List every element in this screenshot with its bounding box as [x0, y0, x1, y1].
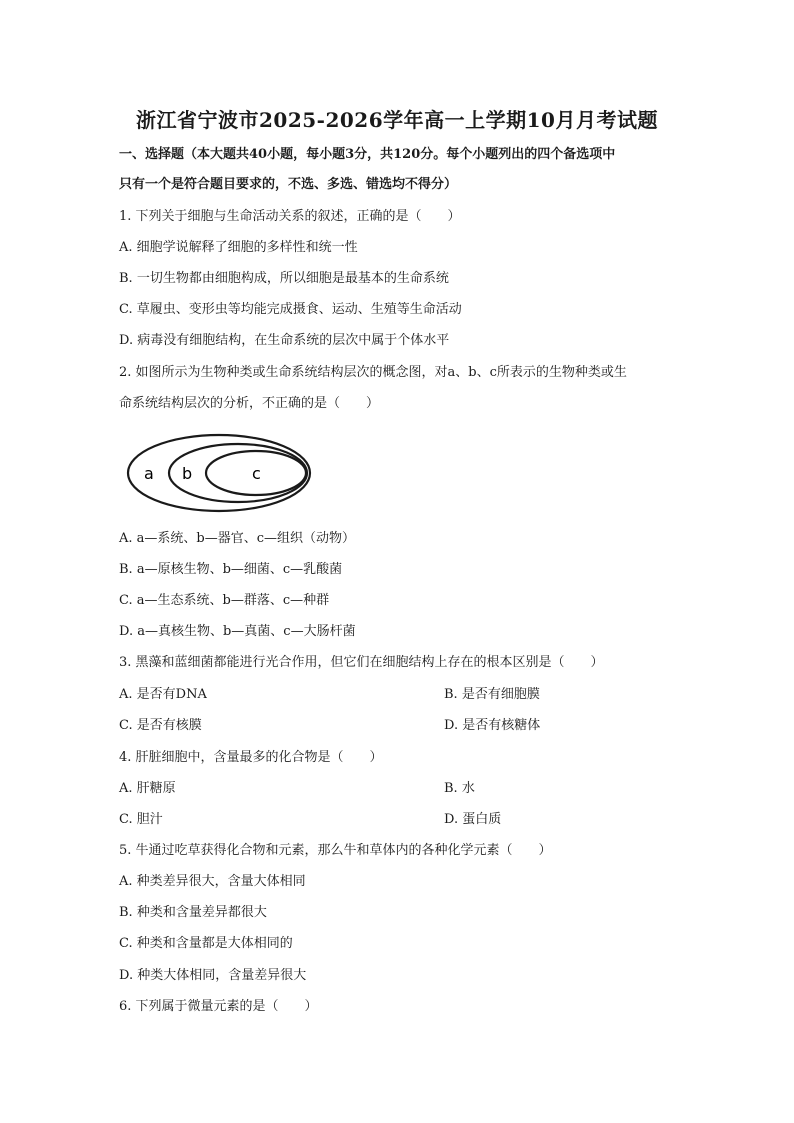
question-1-option-d: D. 病毒没有细胞结构，在生命系统的层次中属于个体水平 — [119, 333, 450, 348]
question-1-option-a: A. 细胞学说解释了细胞的多样性和统一性 — [119, 240, 358, 255]
question-1-stem: 1. 下列关于细胞与生命活动关系的叙述，正确的是（ ） — [119, 209, 461, 224]
page-title: 浙江省宁波市2025-2026学年高一上学期10月月考试题 — [136, 108, 658, 132]
question-6-stem: 6. 下列属于微量元素的是（ ） — [119, 999, 318, 1014]
question-1-option-b: B. 一切生物都由细胞构成，所以细胞是最基本的生命系统 — [119, 271, 449, 286]
concept-diagram — [124, 432, 314, 516]
question-2-option-c: C. a—生态系统、b—群落、c—种群 — [119, 593, 330, 608]
question-5-option-b: B. 种类和含量差异都很大 — [119, 905, 267, 920]
question-3-option-b: B. 是否有细胞膜 — [444, 687, 540, 702]
question-5-option-c: C. 种类和含量都是大体相同的 — [119, 936, 293, 951]
label-c: c — [252, 464, 261, 483]
question-1-option-c: C. 草履虫、变形虫等均能完成摄食、运动、生殖等生命活动 — [119, 302, 462, 317]
section-instructions-line2: 只有一个是符合题目要求的，不选、多选、错选均不得分） — [119, 177, 458, 192]
question-4-option-a: A. 肝糖原 — [119, 781, 176, 796]
question-3-option-d: D. 是否有核糖体 — [444, 718, 541, 733]
question-2-stem-line1: 2. 如图所示为生物种类或生命系统结构层次的概念图，对a、b、c所表示的生物种类或生 — [119, 365, 627, 380]
label-b: b — [182, 464, 193, 483]
label-a: a — [144, 464, 154, 483]
question-2-option-a: A. a—系统、b—器官、c—组织（动物） — [119, 531, 356, 546]
section-instructions-line1: 一、选择题（本大题共40小题，每小题3分，共120分。每个小题列出的四个备选项中 — [119, 147, 616, 162]
question-2-stem-line2: 命系统结构层次的分析，不正确的是（ ） — [119, 396, 380, 411]
question-5-option-d: D. 种类大体相同，含量差异很大 — [119, 968, 307, 983]
question-3-option-c: C. 是否有核膜 — [119, 718, 202, 733]
question-4-option-c: C. 胆汁 — [119, 812, 163, 827]
question-3-option-a: A. 是否有DNA — [119, 687, 207, 702]
question-3-stem: 3. 黑藻和蓝细菌都能进行光合作用，但它们在细胞结构上存在的根本区别是（ ） — [119, 655, 604, 670]
question-2-option-d: D. a—真核生物、b—真菌、c—大肠杆菌 — [119, 624, 356, 639]
question-4-option-b: B. 水 — [444, 781, 475, 796]
question-5-stem: 5. 牛通过吃草获得化合物和元素，那么牛和草体内的各种化学元素（ ） — [119, 843, 552, 858]
question-2-option-b: B. a—原核生物、b—细菌、c—乳酸菌 — [119, 562, 343, 577]
question-4-option-d: D. 蛋白质 — [444, 812, 502, 827]
ellipse-a — [128, 435, 310, 511]
question-5-option-a: A. 种类差异很大，含量大体相同 — [119, 874, 306, 889]
question-4-stem: 4. 肝脏细胞中，含量最多的化合物是（ ） — [119, 750, 383, 765]
